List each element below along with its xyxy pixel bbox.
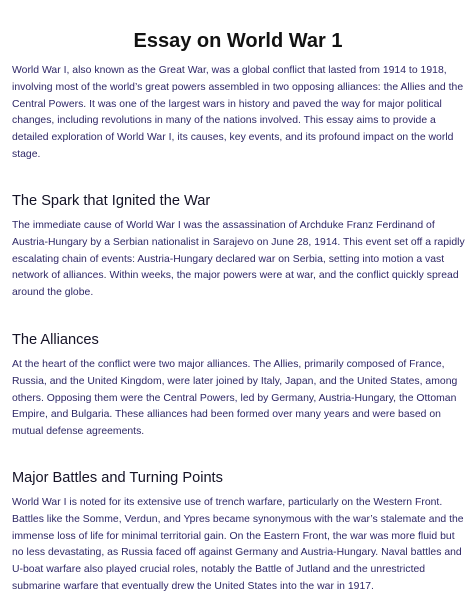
section-paragraph-alliances: At the heart of the conflict were two major alliances. The Allies, primarily composed of France, Russia, and the United Kingdom, were later joined by Italy, Japan, and the United States, among others. Opposing them were the Central Powers, led by Germany, Austria-Hungary, the Ottoman Empire, and Bulgaria. These alliances had been formed over many years and were based on mutual defense agreements. [12,359,458,438]
intro-paragraph: World War I, also known as the Great War, was a global conflict that lasted from 1914 to 1918, involving most of the world’s great powers assembled in two opposing alliances: the Allies and the Central Powers. It was one of the largest wars in history and paved the way for major political changes, including revolutions in many of the nations involved. This essay aims to provide a detailed exploration of World War I, its causes, key events, and its profound impact on the world stage. [12,65,464,160]
section-heading-spark: The Spark that Ignited the War [12,193,211,209]
section-paragraph-battles: World War I is noted for its extensive use of trench warfare, particularly on the Western Front. Battles like the Somme, Verdun, and Ypres became synonymous with the war’s stalemate and the immense loss of life for minimal territorial gain. On the Eastern Front, the war was more fluid but no less devastating, as Russia faced off against Germany and Austria-Hungary. Naval battles and U-boat warfare also played crucial roles, notably the Battle of Jutland and the unrestricted submarine warfare that eventually drew the United States into the war in 1917. [12,497,464,592]
section-heading-alliances: The Alliances [12,332,99,348]
page-title: Essay on World War 1 [133,30,343,52]
section-heading-battles: Major Battles and Turning Points [12,470,223,486]
section-paragraph-spark: The immediate cause of World War I was the assassination of Archduke Franz Ferdinand of Austria-Hungary by a Serbian nationalist in Sarajevo on June 28, 1914. This event set off a rapidly escalating chain of events: Austria-Hungary declared war on Serbia, setting into motion a vast network of alliances. Within weeks, the major powers were at war, and the conflict quickly spread around the globe. [12,220,465,299]
